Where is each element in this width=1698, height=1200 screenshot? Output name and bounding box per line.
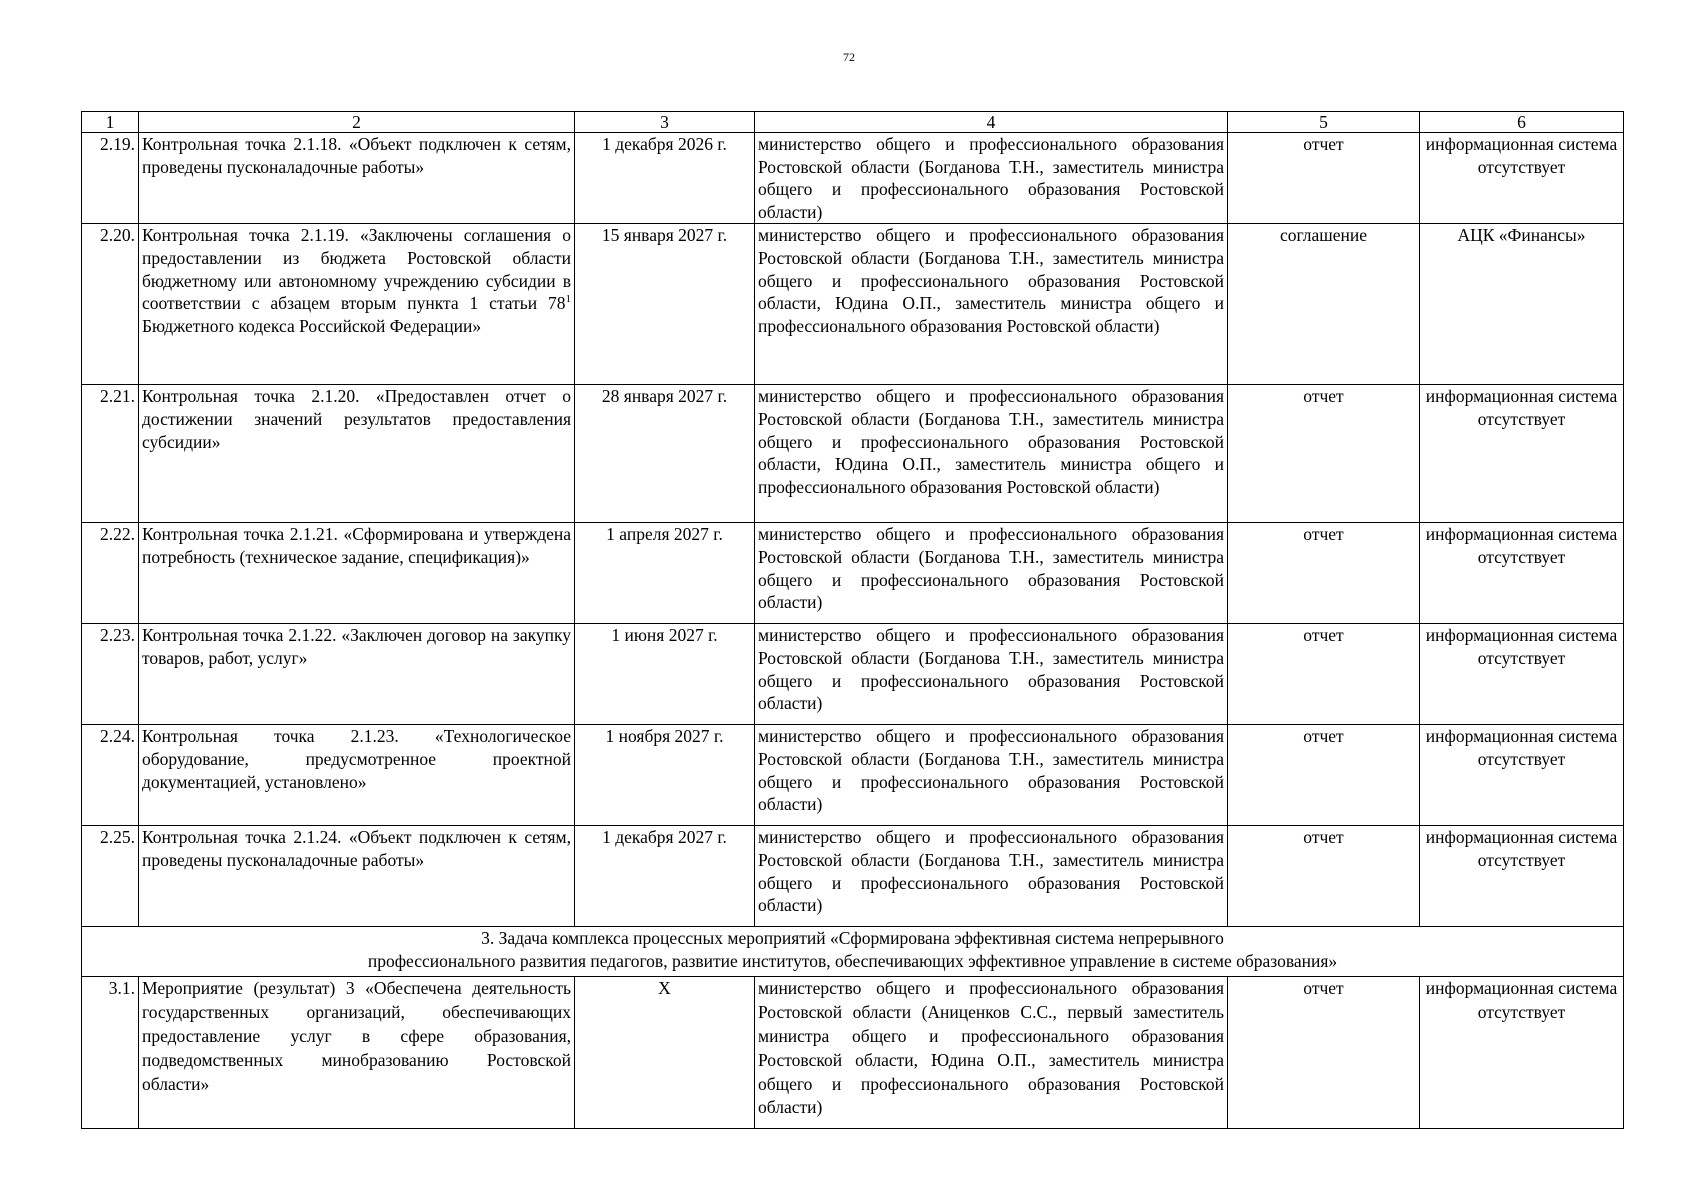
deadline-date: 1 декабря 2027 г. [575, 826, 755, 927]
superscript-mark: 1 [565, 293, 571, 306]
information-system: АЦК «Финансы» [1420, 224, 1624, 385]
table-row [82, 133, 1624, 224]
deadline-date: Х [575, 977, 755, 1129]
responsible-executor: министерство общего и профессионального образования Ростовской области (Богданова Т.Н., заместитель министра общего и профессионального образования Ростовской области) [755, 725, 1228, 826]
activity-name: Мероприятие (результат) 3 «Обеспечена деятельность государственных организаций, обеспечивающих предоставление услуг в сфере образования, подведомственных минобразованию Ростовской области» [139, 977, 575, 1129]
document-type: отчет [1228, 624, 1420, 725]
column-number-6: 6 [1420, 112, 1624, 133]
table-row [82, 523, 1624, 624]
section-heading-line-1: 3. Задача комплекса процессных мероприятий «Сформирована эффективная система непрерывного [481, 928, 1224, 949]
control-point-name [139, 224, 575, 385]
deadline-date: 15 января 2027 г. [575, 224, 755, 385]
deadline-date: 1 ноября 2027 г. [575, 725, 755, 826]
document-type: отчет [1228, 826, 1420, 927]
responsible-executor: министерство общего и профессионального образования Ростовской области (Богданова Т.Н., заместитель министра общего и профессионального образования Ростовской области) [755, 133, 1228, 224]
document-type: отчет [1228, 725, 1420, 826]
responsible-executor: министерство общего и профессионального образования Ростовской области (Богданова Т.Н., заместитель министра общего и профессионального образования Ростовской области) [755, 624, 1228, 725]
information-system: информационная система отсутствует [1420, 826, 1624, 927]
table-row [82, 977, 1624, 1129]
table-row [82, 725, 1624, 826]
control-point-name-tail: Бюджетного кодекса Российской Федерации» [142, 315, 482, 336]
information-system: информационная система отсутствует [1420, 385, 1624, 523]
responsible-executor: министерство общего и профессионального образования Ростовской области (Богданова Т.Н., заместитель министра общего и профессионального образования Ростовской области, Юдина О.П., заместитель министра общего и профессионального образования Ростовской области) [755, 385, 1228, 523]
table-row [82, 826, 1624, 927]
deadline-date: 1 апреля 2027 г. [575, 523, 755, 624]
column-number-5: 5 [1228, 112, 1420, 133]
row-number: 2.23. [82, 624, 139, 725]
row-number: 2.25. [82, 826, 139, 927]
table-row [82, 224, 1624, 385]
section-heading-row [82, 927, 1624, 977]
row-number: 2.22. [82, 523, 139, 624]
section-heading-line-2: профессионального развития педагогов, развитие институтов, обеспечивающих эффективное управление в системе образования» [367, 950, 1338, 971]
document-type: отчет [1228, 385, 1420, 523]
control-point-name: Контрольная точка 2.1.23. «Технологическое оборудование, предусмотренное проектной документацией, установлено» [139, 725, 575, 826]
deadline-date: 1 июня 2027 г. [575, 624, 755, 725]
information-system: информационная система отсутствует [1420, 133, 1624, 224]
control-point-name: Контрольная точка 2.1.20. «Предоставлен отчет о достижении значений результатов предоставления субсидии» [139, 385, 575, 523]
document-type: отчет [1228, 523, 1420, 624]
page-number: 72 [843, 50, 855, 64]
column-number-3: 3 [575, 112, 755, 133]
control-point-name-text: Контрольная точка 2.1.19. «Заключены соглашения о предоставлении из бюджета Ростовской области бюджетному или автономному учреждению субсидии в соответствии с абзацем вторым пункта 1 статьи 78 [142, 225, 571, 314]
column-number-row [82, 112, 1624, 133]
document-type: соглашение [1228, 224, 1420, 385]
information-system: информационная система отсутствует [1420, 624, 1624, 725]
column-number-2: 2 [139, 112, 575, 133]
row-number: 2.19. [82, 133, 139, 224]
document-type: отчет [1228, 133, 1420, 224]
column-number-4: 4 [755, 112, 1228, 133]
table-row [82, 385, 1624, 523]
section-heading [82, 927, 1624, 977]
control-point-name: Контрольная точка 2.1.22. «Заключен договор на закупку товаров, работ, услуг» [139, 624, 575, 725]
information-system: информационная система отсутствует [1420, 523, 1624, 624]
row-number: 3.1. [82, 977, 139, 1129]
information-system: информационная система отсутствует [1420, 977, 1624, 1129]
responsible-executor: министерство общего и профессионального образования Ростовской области (Богданова Т.Н., заместитель министра общего и профессионального образования Ростовской области, Юдина О.П., заместитель министра общего и профессионального образования Ростовской области) [755, 224, 1228, 385]
control-point-name: Контрольная точка 2.1.24. «Объект подключен к сетям, проведены пусконаладочные работы» [139, 826, 575, 927]
control-point-name: Контрольная точка 2.1.18. «Объект подключен к сетям, проведены пусконаладочные работы» [139, 133, 575, 224]
deadline-date: 1 декабря 2026 г. [575, 133, 755, 224]
document-type: отчет [1228, 977, 1420, 1129]
row-number: 2.24. [82, 725, 139, 826]
information-system: информационная система отсутствует [1420, 725, 1624, 826]
responsible-executor: министерство общего и профессионального образования Ростовской области (Богданова Т.Н., заместитель министра общего и профессионального образования Ростовской области) [755, 523, 1228, 624]
control-point-name: Контрольная точка 2.1.21. «Сформирована и утверждена потребность (техническое задание, спецификация)» [139, 523, 575, 624]
responsible-executor: министерство общего и профессионального образования Ростовской области (Аниценков С.С., первый заместитель министра общего и профессионального образования Ростовской области, Юдина О.П., заместитель министра общего и профессионального образования Ростовской области) [755, 977, 1228, 1129]
table-row [82, 624, 1624, 725]
control-points-table [81, 111, 1624, 1129]
row-number: 2.20. [82, 224, 139, 385]
row-number: 2.21. [82, 385, 139, 523]
deadline-date: 28 января 2027 г. [575, 385, 755, 523]
column-number-1: 1 [82, 112, 139, 133]
responsible-executor: министерство общего и профессионального образования Ростовской области (Богданова Т.Н., заместитель министра общего и профессионального образования Ростовской области) [755, 826, 1228, 927]
